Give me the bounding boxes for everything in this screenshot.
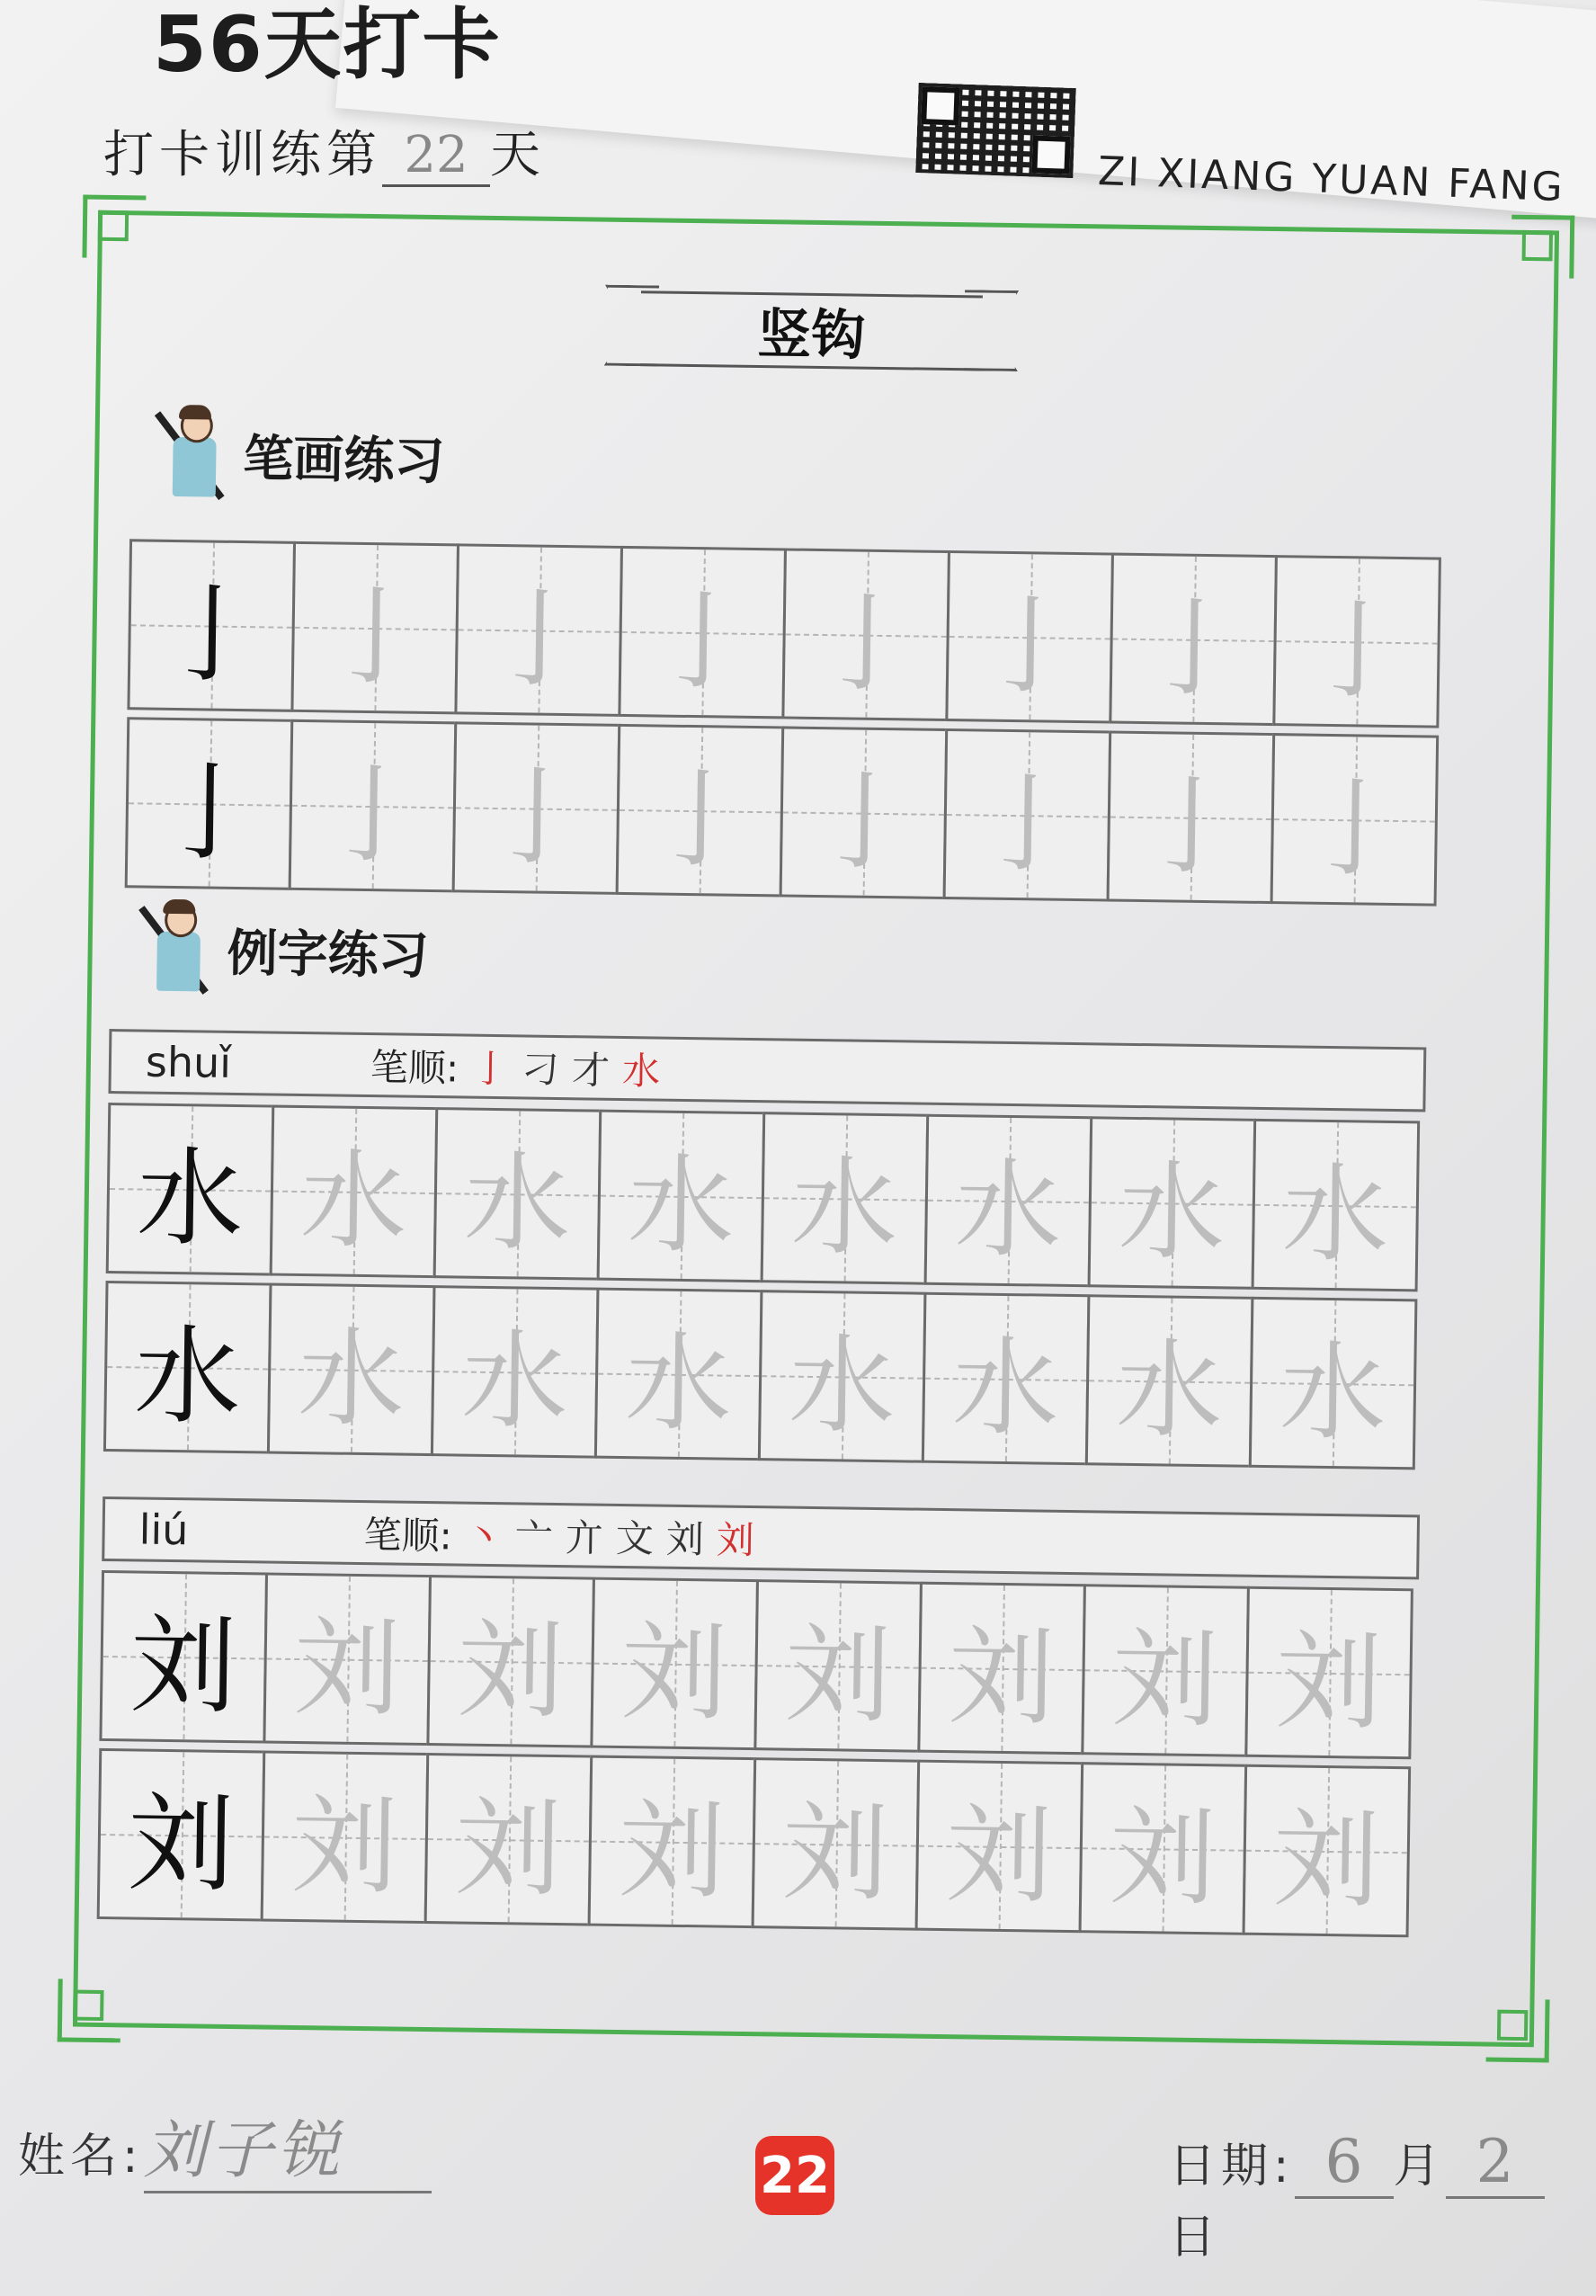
trace-character: 亅 [976, 583, 1083, 710]
trace-character: 水 [1281, 1151, 1390, 1277]
trace-character: 刘 [945, 1792, 1054, 1918]
tracing-cell[interactable] [597, 1110, 766, 1283]
stroke-order-label: 笔顺: [363, 1513, 453, 1559]
tracing-cell[interactable] [943, 728, 1112, 902]
practice-row [103, 1281, 1418, 1470]
day-field[interactable]: 2 [1446, 2127, 1545, 2199]
trace-character: 刘 [290, 1782, 399, 1909]
scholar-boy-icon [153, 405, 236, 505]
trace-character: 刘 [618, 1788, 727, 1914]
practice-row [97, 1748, 1412, 1937]
character-practice-grid [103, 1103, 1420, 1470]
tracing-cell[interactable] [1088, 1116, 1257, 1290]
day-counter [103, 115, 546, 187]
tracing-cell[interactable] [289, 719, 458, 893]
example-practice-title: 例字练习 [227, 924, 430, 986]
trace-character: 刘 [784, 1612, 892, 1738]
name-field[interactable]: 刘子锐 [144, 2100, 432, 2193]
model-character: 亅 [157, 571, 266, 698]
trace-character: 水 [627, 1142, 736, 1268]
corner-ornament-icon [58, 1979, 121, 2042]
trace-character: 水 [460, 1318, 569, 1444]
trace-character: 水 [297, 1315, 406, 1442]
tracing-cell[interactable] [424, 1753, 593, 1926]
month-field[interactable]: 6 [1295, 2127, 1394, 2199]
model-character: 刘 [127, 1781, 236, 1907]
tracing-cell[interactable] [758, 1290, 927, 1463]
stroke-order-label: 笔顺: [370, 1045, 459, 1091]
trace-character: 亅 [973, 761, 1082, 888]
trace-character: 亅 [809, 758, 918, 885]
trace-character: 亅 [812, 580, 920, 707]
tracing-cell[interactable] [261, 1750, 430, 1924]
trace-character: 水 [1118, 1148, 1226, 1275]
trace-character: 亅 [648, 578, 757, 704]
stroke-order-step: 丶 [464, 1514, 516, 1559]
tracing-cell[interactable] [618, 546, 787, 719]
tracing-cell[interactable] [922, 1292, 1091, 1466]
tracing-cell[interactable] [594, 1288, 763, 1461]
stroke-order-step: 才 [571, 1048, 623, 1093]
trace-character: 水 [954, 1147, 1063, 1273]
corner-ornament-icon [82, 195, 146, 259]
tracing-cell[interactable] [290, 541, 459, 715]
tracing-cell[interactable] [588, 1756, 757, 1929]
tracing-cell[interactable] [753, 1579, 923, 1753]
trace-character: 亅 [1137, 763, 1245, 889]
trace-character: 刘 [1274, 1619, 1383, 1745]
trace-character: 刘 [293, 1604, 402, 1731]
lesson-banner [604, 276, 1019, 380]
student-name [18, 2100, 432, 2193]
tracing-cell[interactable] [267, 1283, 436, 1457]
tracing-cell[interactable] [452, 721, 621, 895]
stroke-order [464, 1507, 767, 1566]
trace-character: 水 [1279, 1329, 1387, 1455]
trace-character: 亅 [1303, 587, 1411, 714]
tracing-cell[interactable] [780, 726, 949, 899]
trace-character: 亅 [1139, 585, 1247, 711]
practice-row [106, 1103, 1421, 1291]
tracing-cell[interactable] [761, 1112, 930, 1285]
trace-character: 刘 [781, 1790, 890, 1916]
date-line [1169, 2127, 1596, 2266]
corner-ornament-icon [1486, 1999, 1550, 2063]
lesson-title: 竖钩 [640, 290, 983, 371]
trace-character: 水 [299, 1138, 408, 1264]
model-cell [99, 1570, 268, 1744]
trace-character: 刘 [1109, 1794, 1217, 1921]
practice-row [99, 1570, 1413, 1759]
day-label: 日 [1169, 2211, 1222, 2265]
stroke-order-step: 亣 [565, 1515, 617, 1560]
pinyin: shuǐ [145, 1037, 232, 1087]
stroke-practice-grid [125, 539, 1441, 906]
tracing-cell[interactable] [752, 1757, 921, 1931]
tracing-cell[interactable] [1244, 1586, 1413, 1760]
trace-character: 刘 [620, 1610, 728, 1736]
tracing-cell[interactable] [917, 1582, 1086, 1756]
tracing-cell[interactable] [781, 548, 950, 721]
model-cell [125, 717, 294, 890]
tracing-cell[interactable] [1109, 553, 1278, 727]
qr-code-icon [915, 83, 1075, 178]
tracing-cell[interactable] [1272, 555, 1441, 728]
trace-character: 刘 [948, 1614, 1056, 1740]
stroke-order-step: 亠 [514, 1514, 566, 1560]
stroke-order-step: 水 [621, 1048, 673, 1094]
model-character: 亅 [155, 749, 263, 876]
pinyin-bar [102, 1496, 1420, 1579]
trace-character: 水 [1115, 1327, 1224, 1453]
trace-character: 水 [624, 1320, 733, 1446]
trace-character: 水 [788, 1322, 896, 1449]
stroke-order-step: 亅 [470, 1046, 522, 1092]
tracing-cell[interactable] [1252, 1119, 1421, 1292]
practice-row [127, 539, 1441, 728]
trace-character: 亅 [318, 752, 427, 878]
tracing-cell[interactable] [270, 1105, 439, 1279]
tracing-cell[interactable] [1271, 733, 1440, 907]
model-cell [127, 539, 296, 712]
trace-character: 水 [463, 1139, 572, 1266]
stroke-order-step: 刁 [521, 1047, 573, 1093]
model-character: 刘 [129, 1603, 238, 1729]
tracing-cell[interactable] [1243, 1764, 1412, 1938]
trace-character: 刘 [1111, 1616, 1219, 1743]
model-character: 水 [136, 1135, 245, 1262]
trace-character: 刘 [457, 1607, 566, 1734]
pinyin: liú [138, 1505, 189, 1555]
tracing-cell[interactable] [915, 1760, 1084, 1934]
trace-character: 亅 [1300, 765, 1409, 892]
name-label: 姓名: [18, 2130, 144, 2184]
tracing-cell[interactable] [431, 1285, 600, 1459]
day-value: 22 [382, 126, 490, 187]
tracing-cell[interactable] [454, 543, 623, 717]
month-label: 月 [1393, 2140, 1446, 2193]
trace-character: 刘 [1272, 1797, 1381, 1923]
tracing-cell[interactable] [433, 1107, 602, 1281]
tracing-cell[interactable] [1085, 1294, 1254, 1468]
scholar-boy-icon [137, 898, 219, 998]
practice-frame [73, 210, 1559, 2047]
page-number-badge: 22 [755, 2136, 834, 2215]
model-cell [103, 1281, 272, 1454]
brand-pinyin: ZI XIANG YUAN FANG [1097, 148, 1566, 211]
corner-ornament-icon [1511, 215, 1574, 279]
stroke-practice-heading [153, 405, 446, 508]
banner-ribbon-right [964, 290, 1019, 371]
stroke-order-step: 文 [615, 1515, 667, 1561]
character-practice-grid [97, 1570, 1413, 1937]
practice-row [125, 717, 1440, 906]
trace-character: 亅 [482, 754, 591, 880]
day-prefix: 打卡训练第 [103, 126, 382, 184]
tracing-cell[interactable] [426, 1575, 595, 1748]
stroke-order-step: 刘 [716, 1517, 768, 1563]
tracing-cell[interactable] [924, 1114, 1093, 1288]
model-character: 水 [133, 1313, 242, 1440]
tracing-cell[interactable] [590, 1577, 759, 1751]
stroke-order [471, 1040, 673, 1096]
stroke-practice-title: 笔画练习 [242, 430, 445, 492]
tracing-cell[interactable] [1081, 1584, 1250, 1757]
day-suffix: 天 [490, 126, 546, 184]
trace-character: 刘 [454, 1785, 563, 1912]
trace-character: 亅 [646, 756, 754, 882]
trace-character: 水 [951, 1325, 1060, 1451]
tracing-cell[interactable] [263, 1572, 432, 1746]
stroke-order-step: 刘 [665, 1516, 718, 1562]
example-practice-heading [137, 898, 430, 1002]
brand-title: 56天打卡 [153, 0, 502, 90]
tracing-cell[interactable] [1079, 1762, 1248, 1935]
tracing-cell[interactable] [945, 550, 1114, 724]
trace-character: 亅 [485, 576, 593, 702]
model-cell [97, 1748, 266, 1922]
trace-character: 亅 [321, 574, 430, 700]
model-cell [106, 1103, 275, 1276]
trace-character: 水 [790, 1144, 899, 1271]
tracing-cell[interactable] [616, 724, 785, 898]
pinyin-bar [108, 1029, 1426, 1112]
tracing-cell[interactable] [1249, 1297, 1418, 1470]
date-label: 日期: [1169, 2140, 1295, 2193]
tracing-cell[interactable] [1107, 731, 1276, 905]
